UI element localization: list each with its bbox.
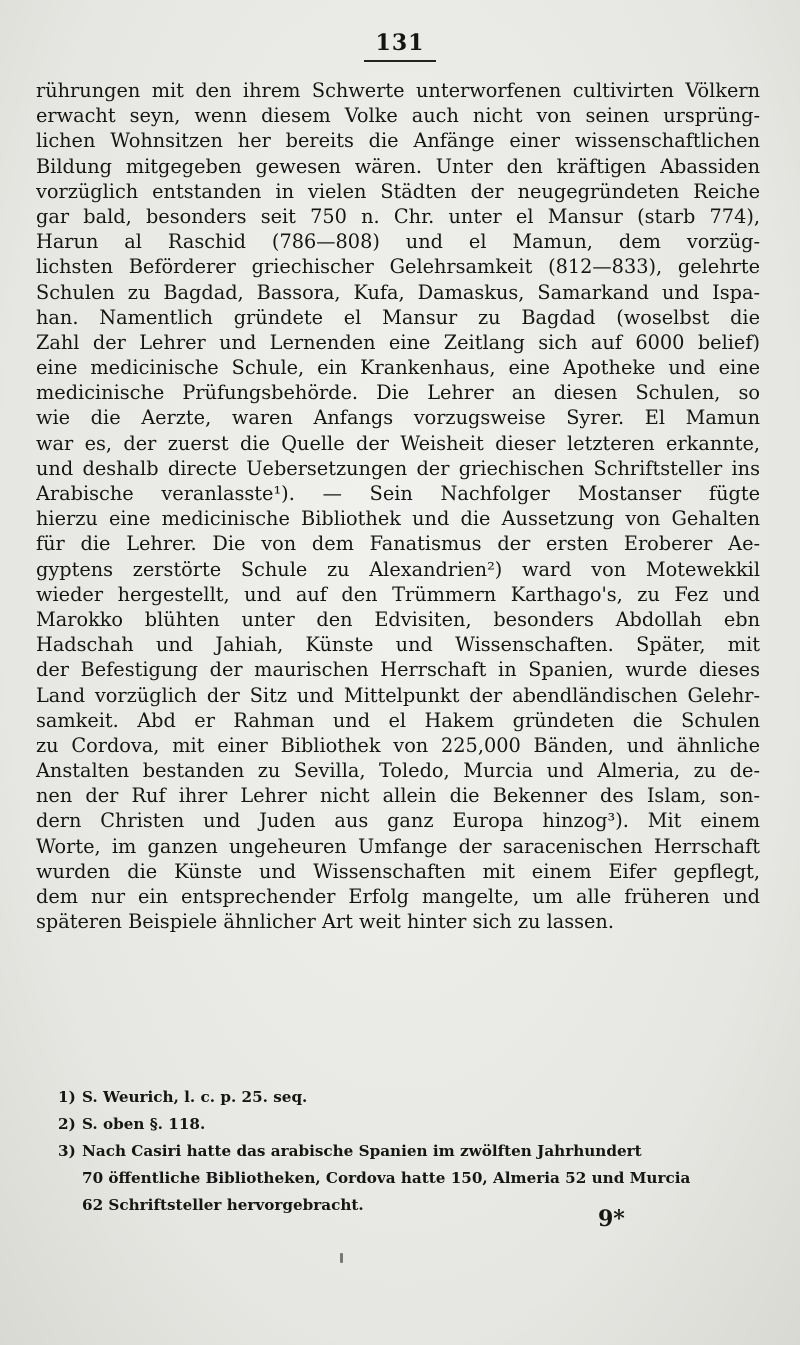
text-line: medicinische Prüfungsbehörde. Die Lehrer an diesen Schulen, so: [36, 381, 760, 405]
footnote: [58, 1084, 764, 1111]
footnote-text: Nach Casiri hatte das arabische Spanien im zwölften Jahrhundert: [82, 1142, 642, 1160]
footnote-marker: 1): [58, 1088, 76, 1106]
text-line: Land vorzüglich der Sitz und Mittelpunkt der abendländischen Gelehr-: [36, 683, 760, 707]
text-line: gar bald, besonders seit 750 n. Chr. unter el Mansur (starb 774),: [36, 204, 760, 228]
text-line: eine medicinische Schule, ein Krankenhaus, eine Apotheke und eine: [36, 356, 760, 380]
text-line: lichsten Beförderer griechischer Gelehrsamkeit (812—833), gelehrte: [36, 255, 760, 279]
footnote: [58, 1111, 764, 1138]
text-line: der Befestigung der maurischen Herrschaft in Spanien, wurde dieses: [36, 658, 760, 682]
footnote-continuation: 70 öffentliche Bibliotheken, Cordova hatte 150, Almeria 52 und Murcia: [82, 1169, 691, 1187]
body-text: [36, 78, 760, 934]
page-number: 131: [364, 30, 437, 62]
text-line: nen der Ruf ihrer Lehrer nicht allein die Bekenner des Islam, son-: [36, 784, 760, 808]
footnote-text: S. Weurich, l. c. p. 25. seq.: [82, 1088, 308, 1106]
footnote-continuation: 62 Schriftsteller hervorgebracht.: [82, 1196, 364, 1214]
footnotes: [58, 1084, 764, 1219]
text-line: lichen Wohnsitzen her bereits die Anfänge einer wissenschaftlichen: [36, 129, 760, 153]
text-line: Marokko blühten unter den Edvisiten, besonders Abdollah ebn: [36, 607, 760, 631]
text-line: vorzüglich entstanden in vielen Städten der neugegründeten Reiche: [36, 179, 760, 203]
footnote: [58, 1138, 764, 1165]
text-line: gyptens zerstörte Schule zu Alexandrien²) ward von Motewekkil: [36, 557, 760, 581]
text-line: zu Cordova, mit einer Bibliothek von 225,000 Bänden, und ähnliche: [36, 733, 760, 757]
text-line: Harun al Raschid (786—808) und el Mamun, dem vorzüg-: [36, 230, 760, 254]
paper-speck: [340, 1253, 343, 1263]
text-line: Anstalten bestanden zu Sevilla, Toledo, Murcia und Almeria, zu de-: [36, 759, 760, 783]
text-line: Worte, im ganzen ungeheuren Umfange der saracenischen Herrschaft: [36, 834, 760, 858]
text-line: rührungen mit den ihrem Schwerte unterworfenen cultivirten Völkern: [36, 79, 760, 102]
text-line: hierzu eine medicinische Bibliothek und die Aussetzung von Gehalten: [36, 507, 760, 531]
footnote-marker: 2): [58, 1115, 76, 1133]
footnote-marker: 3): [58, 1142, 76, 1160]
text-line: han. Namentlich gründete el Mansur zu Bagdad (woselbst die: [36, 305, 760, 329]
text-line: wieder hergestellt, und auf den Trümmern Karthago's, zu Fez und: [36, 582, 760, 606]
text-line: Arabische veranlasste¹). — Sein Nachfolger Mostanser fügte: [36, 482, 760, 505]
text-line: Schulen zu Bagdad, Bassora, Kufa, Damaskus, Samarkand und Ispa-: [36, 280, 760, 304]
signature-mark: 9*: [598, 1206, 625, 1232]
text-line: späteren Beispiele ähnlicher Art weit hinter sich zu lassen.: [36, 910, 614, 934]
text-line: war es, der zuerst die Quelle der Weisheit dieser letzteren erkannte,: [36, 431, 760, 455]
text-line: Bildung mitgegeben gewesen wären. Unter den kräftigen Abassiden: [36, 154, 760, 178]
text-line: Hadschah und Jahiah, Künste und Wissenschaften. Später, mit: [36, 633, 760, 657]
text-line: dem nur ein entsprechender Erfolg mangelte, um alle früheren und: [36, 885, 760, 908]
text-line: erwacht seyn, wenn diesem Volke auch nicht von seinen ursprüng-: [36, 104, 760, 128]
text-line: samkeit. Abd er Rahman und el Hakem gründeten die Schulen: [36, 708, 760, 732]
footnote-text: S. oben §. 118.: [82, 1115, 206, 1133]
text-line: dern Christen und Juden aus ganz Europa hinzog³). Mit einem: [36, 809, 760, 833]
page-header: [0, 30, 800, 62]
text-line: für die Lehrer. Die von dem Fanatismus der ersten Eroberer Ae-: [36, 532, 760, 556]
text-line: und deshalb directe Uebersetzungen der griechischen Schriftsteller ins: [36, 456, 760, 480]
text-line: wurden die Künste und Wissenschaften mit einem Eifer gepflegt,: [36, 859, 760, 883]
text-line: Zahl der Lehrer und Lernenden eine Zeitlang sich auf 6000 belief): [36, 330, 760, 354]
text-line: wie die Aerzte, waren Anfangs vorzugsweise Syrer. El Mamun: [36, 406, 760, 430]
